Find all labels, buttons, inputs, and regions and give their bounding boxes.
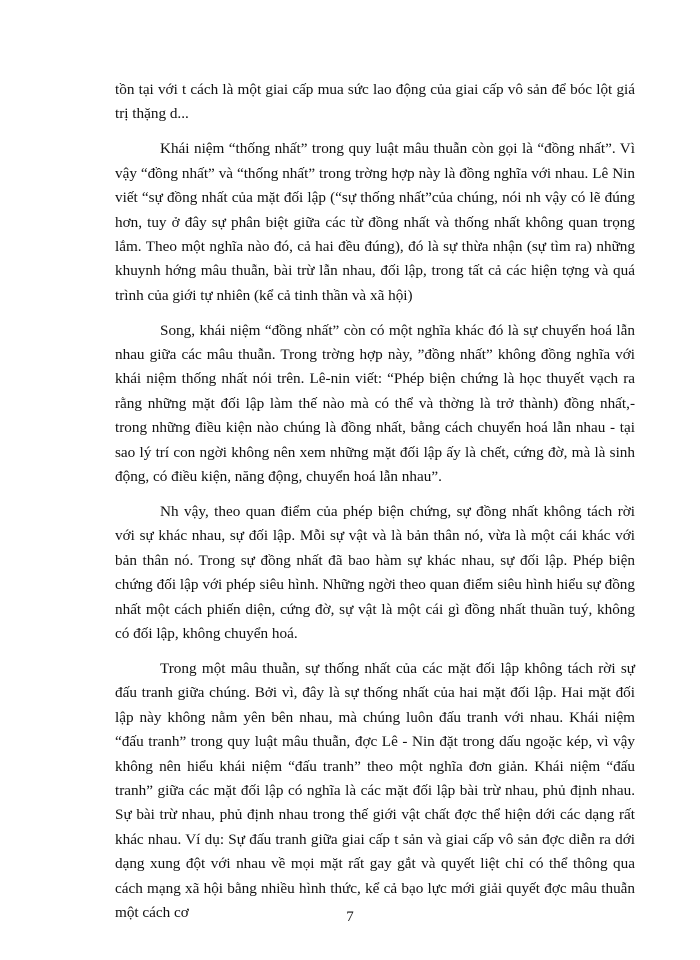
paragraph-continuation: tồn tại với t cách là một giai cấp mua sức lao động của giai cấp vô sản để bóc lột giá trị thặng d... (115, 81, 635, 123)
paragraph: Song, khái niệm “đồng nhất” còn có một nghĩa khác đó là sự chuyển hoá lẫn nhau giữa các mâu thuẫn. Trong trờng hợp này, ”đồng nhất” không đồng nghĩa với khái niệm thống nhất nói trên. Lê-nin viết: “Phép biện chứng là học thuyết vạch ra rằng những mặt đối lập làm thế nào mà có thể và thờng là trở thành) đồng nhất,- trong những điều kiện nào chúng là đồng nhất, bằng cách chuyển hoá lẫn nhau - tại sao lý trí con ngời không nên xem những mặt đối lập ấy là chết, cứng đờ, mà là sinh động, có điều kiện, năng động, chuyển hoá lẫn nhau”. (115, 321, 635, 486)
page-number: 7 (346, 909, 354, 925)
document-body (115, 78, 635, 925)
paragraph: Khái niệm “thống nhất” trong quy luật mâu thuẫn còn gọi là “đồng nhất”. Vì vậy “đồng nhất” và “thống nhất” trong trờng hợp này là đồng nghĩa với nhau. Lê Nin viết “sự đồng nhất của mặt đối lập (“sự thống nhất”của chúng, nói nh vậy có lẽ đúng hơn, tuy ở đây sự phân biệt giữa các từ đồng nhất và thống nhất không quan trọng lắm. Theo một nghĩa nào đó, cả hai đều đúng), đó là sự thừa nhận (sự tìm ra) những khuynh hớng mâu thuẫn, bài trừ lẫn nhau, đối lập, trong tất cả các hiện tợng và quá trình của giới tự nhiên (kể cả tinh thần và xã hội) (115, 140, 635, 304)
paragraph: Trong một mâu thuẫn, sự thống nhất của các mặt đối lập không tách rời sự đấu tranh giữa chúng. Bởi vì, đây là sự thống nhất của hai mặt đối lập. Hai mặt đối lập này không nằm yên bên nhau, mà chúng luôn đấu tranh với nhau. Khái niệm “đấu tranh” trong quy luật mâu thuẫn, đợc Lê - Nin đặt trong dấu ngoặc kép, vì vậy không nên hiểu khái niệm “đấu tranh” theo một nghĩa đơn giản. Khái niệm “đấu tranh” giữa các mặt đối lập có nghĩa là các mặt đối lập bài trừ nhau, phủ định nhau. Sự bài trừ nhau, phủ định nhau trong thế giới vật chất đợc thể hiện dới các dạng rất khác nhau. Ví dụ: Sự đấu tranh giữa giai cấp t sản và giai cấp vô sản đợc diễn ra dới dạng xung đột với nhau về mọi mặt rất gay gắt và quyết liệt chỉ có thể thông qua cách mạng xã hội bằng nhiều hình thức, kể cả bạo lực mới giải quyết đợc mâu thuẫn một cách cơ (115, 659, 635, 921)
paragraph: Nh vậy, theo quan điểm của phép biện chứng, sự đồng nhất không tách rời với sự khác nhau, sự đối lập. Mỗi sự vật và là bản thân nó, vừa là một cái khác với bản thân nó. Trong sự đồng nhất đã bao hàm sự khác nhau, sự đối lập. Phép biện chứng đối lập với phép siêu hình. Những ngời theo quan điểm siêu hình hiểu sự đồng nhất một cách phiến diện, cứng đờ, sự vật là một cái gì đồng nhất thuần tuý, không có đối lập, không chuyển hoá. (115, 503, 635, 643)
